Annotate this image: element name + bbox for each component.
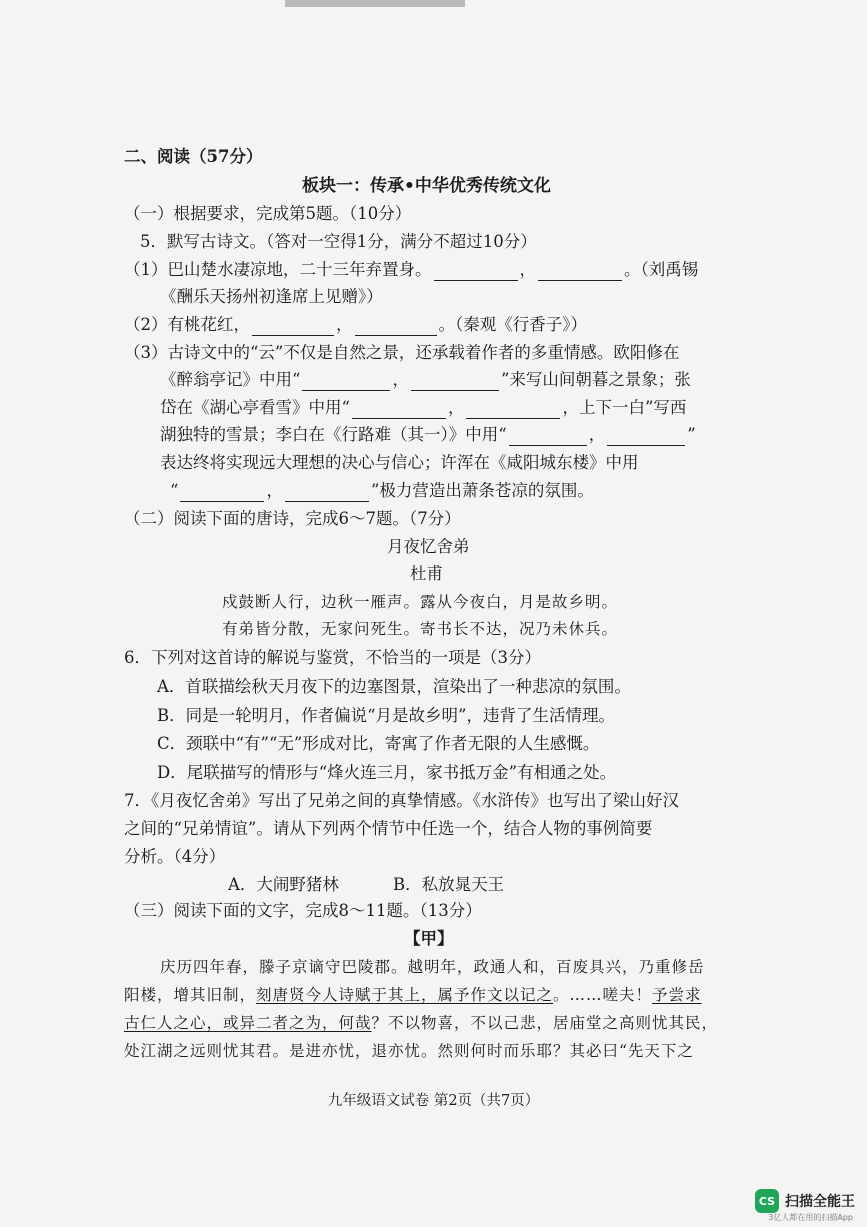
passage-line-4: 处江湖之远则忧其君。是进亦忧，退亦忧。然则何时而乐耶？其必曰“先天下之 bbox=[124, 1042, 694, 1060]
item1-text: （1）巴山楚水凄凉地，二十三年弃置身。 bbox=[124, 260, 432, 279]
q5-item1-source: 《酬乐天扬州初逢席上见赠》） bbox=[160, 287, 383, 306]
q7-line-3: 分析。（4分） bbox=[124, 847, 226, 866]
part2-heading: （二）阅读下面的唐诗，完成6～7题。（7分） bbox=[124, 509, 461, 528]
q5-item2: （2）有桃花红， ， 。（秦观《行香子》） bbox=[124, 315, 587, 334]
q5-item3-l4: 湖独特的雪景；李白在《行路难（其一）》中用“ ， ” bbox=[160, 425, 696, 444]
answer-blank[interactable] bbox=[434, 264, 518, 281]
poem-title: 月夜忆舍弟 bbox=[387, 537, 470, 556]
q7-line-1: 7．《月夜忆舍弟》写出了兄弟之间的真挚情感。《水浒传》也写出了梁山好汉 bbox=[124, 791, 679, 810]
q5-item3-l2: 《醉翁亭记》中用“ ， ”来写山间朝暮之景象；张 bbox=[160, 370, 691, 389]
passage-line-3: 古仁人之心，或异二者之为，何哉？不以物喜，不以己悲，居庙堂之高则忧其民， bbox=[124, 1014, 719, 1032]
poem-line-2: 有弟皆分散，无家问死生。寄书长不达，况乃未休兵。 bbox=[222, 620, 619, 638]
scan-edge bbox=[285, 0, 465, 7]
poem-author: 杜甫 bbox=[410, 564, 443, 583]
scanner-tagline: 3亿人都在用的扫描App bbox=[768, 1213, 853, 1222]
q7-option-b: B．私放晁天王 bbox=[393, 875, 505, 894]
answer-blank[interactable] bbox=[607, 429, 685, 446]
scanner-watermark bbox=[755, 1189, 855, 1213]
poem-line-1: 戍鼓断人行，边秋一雁声。露从今夜白，月是故乡明。 bbox=[222, 593, 619, 611]
q6-option-b: B．同是一轮明月，作者偏说“月是故乡明”，违背了生活情理。 bbox=[157, 706, 615, 725]
underlined-sentence: 予尝求 bbox=[652, 986, 702, 1004]
passage-line-2: 阳楼，增其旧制，刻唐贤今人诗赋于其上，属予作文以记之。……嗟夫！予尝求 bbox=[124, 986, 702, 1004]
answer-blank[interactable] bbox=[180, 485, 264, 502]
q7-option-a: A．大闹野猪林 bbox=[228, 875, 339, 894]
q5-item3-l5: 表达终将实现远大理想的决心与信心；许浑在《咸阳城东楼》中用 bbox=[160, 453, 639, 472]
underlined-sentence: 刻唐贤今人诗赋于其上，属予作文以记之 bbox=[256, 986, 554, 1004]
q6-option-c: C．颈联中“有”“无”形成对比，寄寓了作者无限的人生感慨。 bbox=[157, 734, 600, 753]
passage-line-1: 庆历四年春，滕子京谪守巴陵郡。越明年，政通人和，百废具兴，乃重修岳 bbox=[160, 958, 705, 976]
passage-jia-label: 【甲】 bbox=[404, 929, 454, 948]
answer-blank[interactable] bbox=[352, 402, 446, 419]
q5-text: 5．默写古诗文。（答对一空得1分，满分不超过10分） bbox=[140, 232, 537, 251]
scanner-app-name: 扫描全能王 bbox=[785, 1194, 855, 1210]
answer-blank[interactable] bbox=[538, 264, 622, 281]
q5-item3-l6: “ ， ”极力营造出萧条苍凉的氛围。 bbox=[170, 481, 594, 500]
q5-item3-l1: （3）古诗文中的“云”不仅是自然之景，还承载着作者的多重情感。欧阳修在 bbox=[124, 343, 680, 362]
q5-item1: （1）巴山楚水凄凉地，二十三年弃置身。 ， 。（刘禹锡 bbox=[124, 260, 699, 279]
scanner-logo-icon: CS bbox=[755, 1189, 779, 1213]
page-footer: 九年级语文试卷 第2页（共7页） bbox=[327, 1093, 540, 1109]
answer-blank[interactable] bbox=[302, 374, 390, 391]
part3-heading: （三）阅读下面的文字，完成8～11题。（13分） bbox=[124, 901, 482, 920]
answer-blank[interactable] bbox=[355, 319, 437, 336]
answer-blank[interactable] bbox=[411, 374, 499, 391]
q5-item3-l3: 岱在《湖心亭看雪》中用“ ， ，上下一白”写西 bbox=[160, 398, 687, 417]
answer-blank[interactable] bbox=[252, 319, 334, 336]
underlined-sentence: 古仁人之心，或异二者之为，何哉 bbox=[124, 1014, 372, 1032]
answer-blank[interactable] bbox=[285, 485, 369, 502]
q6-text: 6．下列对这首诗的解说与鉴赏，不恰当的一项是（3分） bbox=[124, 648, 541, 667]
part1-heading: （一）根据要求，完成第5题。（10分） bbox=[124, 204, 412, 223]
q6-option-a: A．首联描绘秋天月夜下的边塞图景，渲染出了一种悲凉的氛围。 bbox=[157, 677, 631, 696]
block-title: 板块一：传承•中华优秀传统文化 bbox=[302, 176, 551, 196]
q6-option-d: D．尾联描写的情形与“烽火连三月，家书抵万金”有相通之处。 bbox=[157, 763, 617, 782]
answer-blank[interactable] bbox=[466, 402, 560, 419]
q7-line-2: 之间的“兄弟情谊”。请从下列两个情节中任选一个，结合人物的事例简要 bbox=[124, 819, 653, 838]
section-title: 二、阅读（57分） bbox=[124, 147, 263, 166]
answer-blank[interactable] bbox=[509, 429, 587, 446]
